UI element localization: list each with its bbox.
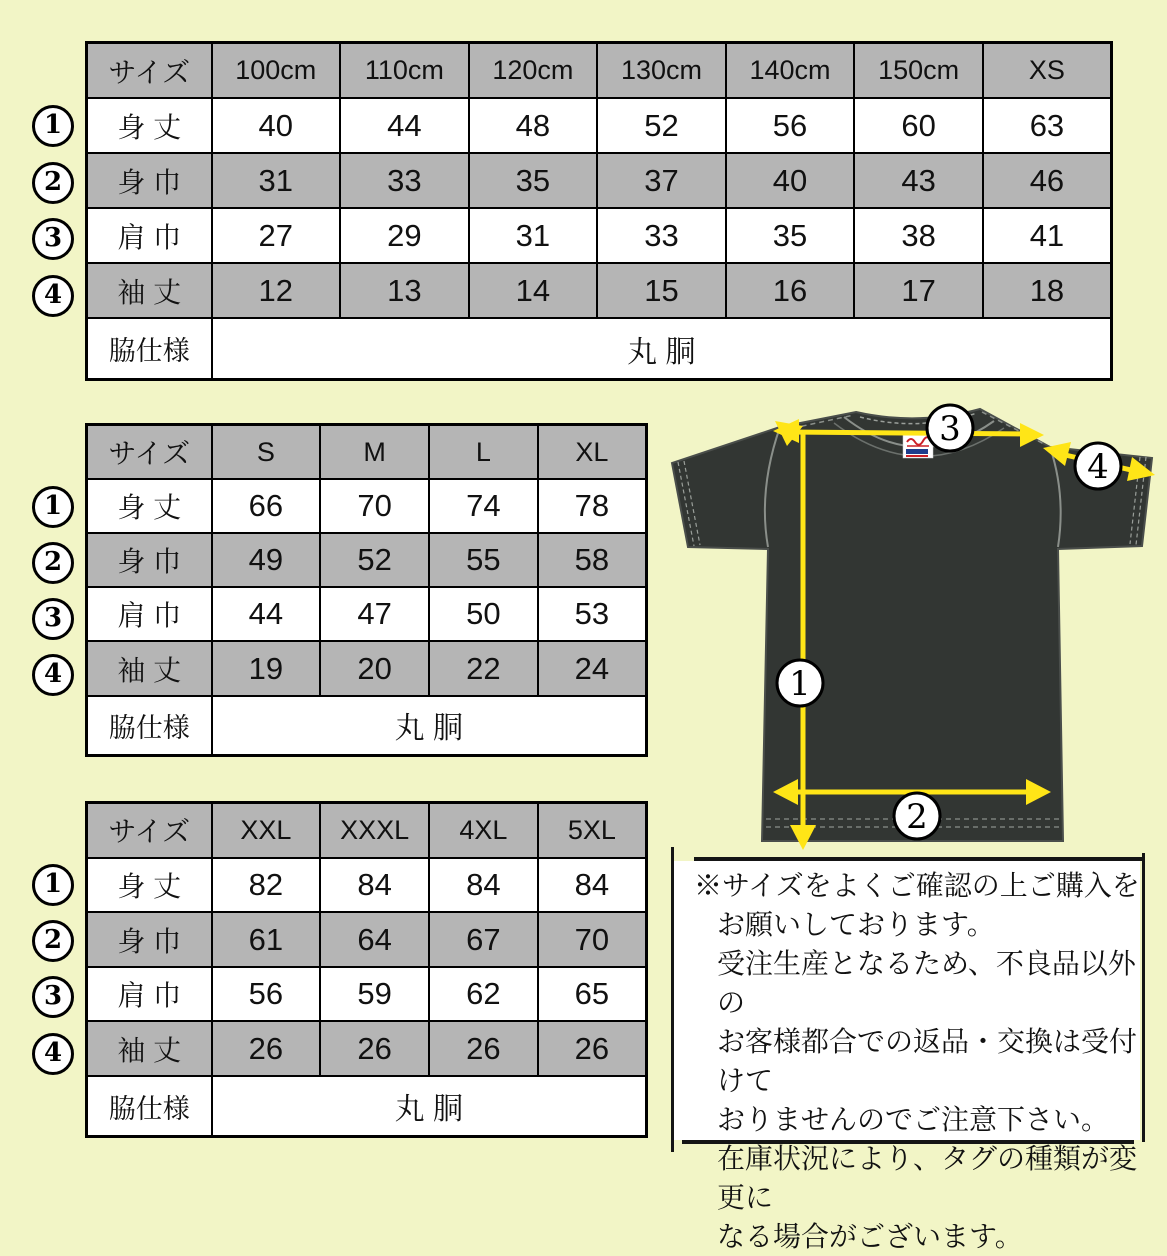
row-label-shoulder-width: 肩 巾: [87, 208, 212, 263]
cell: 50: [429, 587, 538, 641]
notice-text: [694, 866, 1140, 1256]
col-header: XS: [983, 43, 1112, 99]
col-header: 140cm: [726, 43, 855, 99]
row-label-body-length: 身 丈: [87, 858, 212, 913]
row-marker-3: 3: [32, 598, 74, 640]
cell: 31: [469, 208, 598, 263]
row-marker-2: 2: [32, 920, 74, 962]
cell: 35: [726, 208, 855, 263]
cell: 84: [429, 858, 538, 913]
row-marker-4: 4: [32, 654, 74, 696]
col-header: XXXL: [320, 803, 429, 858]
cell: 56: [212, 967, 321, 1022]
diagram-marker-3: 3: [939, 409, 961, 449]
cell: 82: [212, 858, 321, 913]
cell: 84: [538, 858, 647, 913]
side-spec-value: 丸 胴: [212, 696, 647, 756]
row-label-side-spec: 脇仕様: [87, 318, 212, 379]
cell: 60: [854, 98, 983, 153]
cell: 26: [212, 1021, 321, 1076]
notice-border-left: [671, 847, 674, 1152]
row-marker-3: 3: [32, 218, 74, 260]
cell: 78: [538, 479, 647, 533]
cell: 53: [538, 587, 647, 641]
row-label-shoulder-width: 肩 巾: [87, 967, 212, 1022]
diagram-marker-1: 1: [789, 664, 811, 704]
side-spec-value: 丸 胴: [212, 1076, 647, 1136]
cell: 70: [320, 479, 429, 533]
notice-line: 在庫状況により、タグの種類が変更に: [717, 1143, 1138, 1213]
cell: 61: [212, 912, 321, 967]
notice-border-top: [694, 857, 1142, 861]
cell: 59: [320, 967, 429, 1022]
cell: 58: [538, 533, 647, 587]
col-header: XXL: [212, 803, 321, 858]
notice-line: ※サイズをよくご確認の上ご購入を: [694, 870, 1140, 901]
cell: 41: [983, 208, 1112, 263]
cell: 27: [212, 208, 341, 263]
cell: 33: [340, 153, 469, 208]
cell: 48: [469, 98, 598, 153]
notice-border-right: [1142, 853, 1145, 1142]
cell: 55: [429, 533, 538, 587]
col-header: S: [212, 425, 321, 480]
cell: 62: [429, 967, 538, 1022]
row-label-shoulder-width: 肩 巾: [87, 587, 212, 641]
notice-line: なる場合がございます。: [717, 1221, 1023, 1252]
col-header: M: [320, 425, 429, 480]
plus-size-table: [85, 801, 648, 1138]
col-header: L: [429, 425, 538, 480]
cell: 70: [538, 912, 647, 967]
side-spec-value: 丸 胴: [212, 318, 1112, 379]
kids-size-table: [85, 41, 1113, 381]
row-marker-4: 4: [32, 275, 74, 317]
row-label-sleeve-length: 袖 丈: [87, 263, 212, 318]
cell: 12: [212, 263, 341, 318]
row-marker-2: 2: [32, 162, 74, 204]
cell: 66: [212, 479, 321, 533]
cell: 22: [429, 641, 538, 695]
cell: 65: [538, 967, 647, 1022]
cell: 20: [320, 641, 429, 695]
row-marker-2: 2: [32, 542, 74, 584]
col-header: 130cm: [597, 43, 726, 99]
notice-line: お願いしております。: [717, 909, 995, 940]
cell: 84: [320, 858, 429, 913]
tshirt-measurement-diagram: [660, 395, 1160, 860]
cell: 38: [854, 208, 983, 263]
row-label-body-length: 身 丈: [87, 479, 212, 533]
row-marker-4: 4: [32, 1033, 74, 1075]
cell: 16: [726, 263, 855, 318]
row-label-side-spec: 脇仕様: [87, 696, 212, 756]
cell: 17: [854, 263, 983, 318]
adult-size-table: [85, 423, 648, 757]
col-header: 150cm: [854, 43, 983, 99]
col-header: 110cm: [340, 43, 469, 99]
cell: 49: [212, 533, 321, 587]
cell: 46: [983, 153, 1112, 208]
row-marker-1: 1: [32, 486, 74, 528]
cell: 31: [212, 153, 341, 208]
row-marker-3: 3: [32, 976, 74, 1018]
cell: 63: [983, 98, 1112, 153]
cell: 47: [320, 587, 429, 641]
cell: 26: [320, 1021, 429, 1076]
row-label-body-width: 身 巾: [87, 912, 212, 967]
cell: 14: [469, 263, 598, 318]
notice-line: お客様都合での返品・交換は受付けて: [717, 1026, 1138, 1096]
cell: 37: [597, 153, 726, 208]
size-header-cell: サイズ: [87, 803, 212, 858]
row-label-side-spec: 脇仕様: [87, 1076, 212, 1136]
cell: 35: [469, 153, 598, 208]
cell: 18: [983, 263, 1112, 318]
col-header: 4XL: [429, 803, 538, 858]
row-label-body-length: 身 丈: [87, 98, 212, 153]
cell: 74: [429, 479, 538, 533]
row-label-sleeve-length: 袖 丈: [87, 641, 212, 695]
diagram-marker-4: 4: [1087, 447, 1109, 487]
col-header: 100cm: [212, 43, 341, 99]
size-header-cell: サイズ: [87, 425, 212, 480]
diagram-marker-2: 2: [906, 797, 928, 837]
cell: 26: [429, 1021, 538, 1076]
notice-line: 受注生産となるため、不良品以外の: [717, 948, 1136, 1018]
size-header-cell: サイズ: [87, 43, 212, 99]
col-header: 5XL: [538, 803, 647, 858]
cell: 13: [340, 263, 469, 318]
cell: 40: [212, 98, 341, 153]
cell: 15: [597, 263, 726, 318]
notice-line: おりませんのでご注意下さい。: [717, 1104, 1110, 1135]
cell: 44: [340, 98, 469, 153]
cell: 26: [538, 1021, 647, 1076]
cell: 40: [726, 153, 855, 208]
cell: 29: [340, 208, 469, 263]
row-label-sleeve-length: 袖 丈: [87, 1021, 212, 1076]
cell: 19: [212, 641, 321, 695]
row-marker-1: 1: [32, 864, 74, 906]
col-header: XL: [538, 425, 647, 480]
cell: 52: [597, 98, 726, 153]
col-header: 120cm: [469, 43, 598, 99]
cell: 64: [320, 912, 429, 967]
row-marker-1: 1: [32, 105, 74, 147]
cell: 56: [726, 98, 855, 153]
cell: 44: [212, 587, 321, 641]
cell: 43: [854, 153, 983, 208]
cell: 33: [597, 208, 726, 263]
cell: 24: [538, 641, 647, 695]
row-label-body-width: 身 巾: [87, 533, 212, 587]
cell: 67: [429, 912, 538, 967]
row-label-body-width: 身 巾: [87, 153, 212, 208]
cell: 52: [320, 533, 429, 587]
